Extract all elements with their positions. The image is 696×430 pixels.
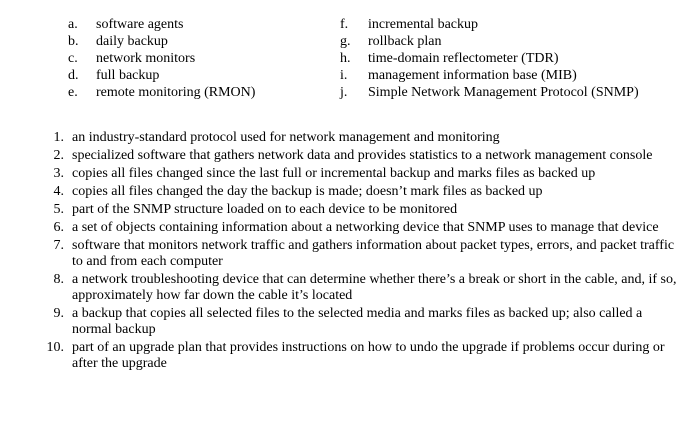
definition-text: copies all files changed since the last full or incremental backup and marks files as backed up <box>72 166 596 181</box>
definition-number: 4. <box>53 184 64 199</box>
term-text: full backup <box>96 68 160 83</box>
term-item <box>340 85 640 101</box>
term-text: daily backup <box>96 34 168 49</box>
definition-text: part of an upgrade plan that provides instructions on how to undo the upgrade if problems occur during or after the upgrade <box>72 340 665 371</box>
term-letter: a. <box>68 17 78 32</box>
definition-text: specialized software that gathers network data and provides statistics to a network management console <box>72 148 653 163</box>
definition-number: 5. <box>53 202 64 217</box>
term-letter: h. <box>340 51 351 66</box>
term-letter: d. <box>68 68 79 83</box>
definition-number: 7. <box>53 238 64 253</box>
term-item <box>68 17 328 33</box>
term-text: rollback plan <box>368 34 442 49</box>
definition-text: a backup that copies all selected files to the selected media and marks files as backed up; also called a normal backup <box>72 306 643 337</box>
term-letter: f. <box>340 17 349 32</box>
term-item <box>68 85 328 101</box>
terms-list <box>68 17 678 117</box>
definition-item <box>18 238 682 270</box>
definition-item <box>18 166 682 182</box>
term-text: software agents <box>96 17 184 32</box>
definition-item <box>18 202 682 218</box>
term-text: remote monitoring (RMON) <box>96 85 256 100</box>
definition-item <box>18 340 682 372</box>
term-text: network monitors <box>96 51 196 66</box>
term-letter: e. <box>68 85 78 100</box>
definition-item <box>18 306 682 338</box>
definition-item <box>18 272 682 304</box>
definitions-list <box>18 130 682 374</box>
term-item <box>68 34 328 50</box>
term-item <box>340 68 640 84</box>
definition-text: a set of objects containing information about a networking device that SNMP uses to manage that device <box>72 220 659 235</box>
definition-text: a network troubleshooting device that can determine whether there’s a break or short in the cable, and, if so, approximately how far down the cable it’s located <box>72 272 677 303</box>
definition-item <box>18 130 682 146</box>
term-letter: j. <box>340 85 348 100</box>
term-letter: b. <box>68 34 79 49</box>
definition-item <box>18 220 682 236</box>
definition-text: part of the SNMP structure loaded on to each device to be monitored <box>72 202 458 217</box>
term-item <box>68 68 328 84</box>
terms-column-right <box>340 17 640 102</box>
definition-number: 2. <box>53 148 64 163</box>
definition-number: 3. <box>53 166 64 181</box>
term-letter: i. <box>340 68 348 83</box>
definition-text: copies all files changed the day the backup is made; doesn’t mark files as backed up <box>72 184 543 199</box>
definition-item <box>18 148 682 164</box>
term-text: incremental backup <box>368 17 479 32</box>
term-item <box>340 51 640 67</box>
definition-text: software that monitors network traffic and gathers information about packet types, errors, and packet traffic to and from each computer <box>72 238 675 269</box>
definition-item <box>18 184 682 200</box>
definition-number: 1. <box>53 130 64 145</box>
terms-column-left <box>68 17 328 102</box>
definition-number: 8. <box>53 272 64 287</box>
term-letter: g. <box>340 34 351 49</box>
definition-number: 9. <box>53 306 64 321</box>
term-item <box>68 51 328 67</box>
term-text: Simple Network Management Protocol (SNMP) <box>368 85 639 100</box>
term-item <box>340 17 640 33</box>
term-text: time-domain reflectometer (TDR) <box>368 51 559 66</box>
term-text: management information base (MIB) <box>368 68 577 83</box>
definition-number: 10. <box>46 340 64 355</box>
term-letter: c. <box>68 51 78 66</box>
term-item <box>340 34 640 50</box>
definition-text: an industry-standard protocol used for network management and monitoring <box>72 130 500 145</box>
definition-number: 6. <box>53 220 64 235</box>
